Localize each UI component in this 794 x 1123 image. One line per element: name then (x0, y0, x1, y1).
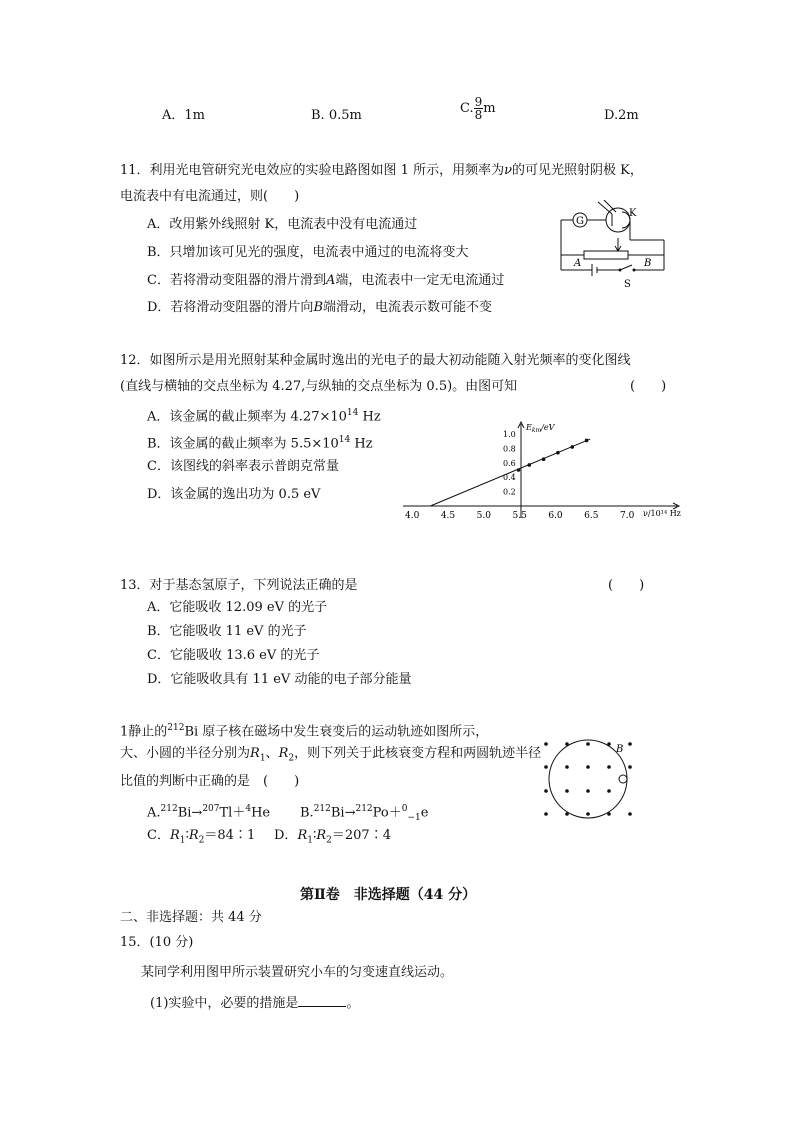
q11-option-c-text2: 端，电流表中一定无电流通过 (335, 273, 505, 288)
q12-option-b-unit: Hz (350, 436, 373, 452)
q14-option-d-s1: 1 (307, 835, 313, 846)
q14-option-b-sup1: 212 (313, 804, 331, 814)
q15-stem: 某同学利用图甲所示装置研究小车的匀变速直线运动。 (141, 965, 454, 980)
q14-stem-text: 1静止的 (120, 724, 168, 740)
field-dot (607, 812, 611, 816)
field-dot (628, 812, 632, 816)
data-point (570, 445, 574, 449)
x-tick-label: 4.5 (440, 511, 456, 521)
y-tick-label: 0.4 (503, 473, 516, 483)
label-a: A (574, 258, 582, 269)
q11-nu: ν (504, 163, 512, 178)
q15-part1 (150, 994, 359, 1014)
q14-option-a-sup1: 212 (160, 804, 178, 814)
q14-option-a-sup2: 207 (202, 804, 220, 814)
field-dot (565, 812, 569, 816)
x-tick-label: 5.5 (512, 511, 527, 521)
q14-option-d-s2: 2 (326, 835, 332, 846)
q13-option-b: B．它能吸收 11 eV 的光子 (147, 624, 307, 639)
field-dot (565, 789, 569, 793)
field-dot (544, 812, 548, 816)
q11-option-d-text2: 端滑动，电流表示数可能不变 (323, 300, 493, 315)
q14-stem-text2: Bi 原子核在磁场中发生衰变后的运动轨迹如图所示， (184, 724, 489, 740)
switch-contact (633, 269, 636, 272)
y-tick-label: 0.2 (503, 487, 516, 497)
q14-option-b-sup2: 212 (355, 804, 373, 814)
data-point (585, 439, 589, 443)
magnetic-field-diagram (536, 734, 644, 824)
x-tick-label: 7.0 (620, 511, 635, 521)
field-dot (565, 742, 569, 746)
answer-blank[interactable] (298, 994, 346, 1007)
q11-option-d-var: B (313, 300, 323, 315)
q13-option-a: A．它能吸收 12.09 eV 的光子 (147, 600, 328, 615)
q11-option-b: B．只增加该可见光的强度，电流表中通过的电流将变大 (147, 245, 469, 260)
q10-option-b: B. 0.5m (311, 108, 362, 123)
label-g: G (576, 216, 584, 227)
field-dot (628, 765, 632, 769)
q14-option-d-r1: R (297, 828, 308, 843)
fraction-numerator: 9 (474, 95, 483, 109)
q14-option-d (274, 826, 391, 851)
switch-contact (619, 269, 622, 272)
q10-option-c-prefix: C. (460, 101, 474, 116)
q10-option-c-unit: m (483, 101, 496, 116)
q14-option-a (147, 799, 270, 823)
q12-option-a-unit: Hz (358, 409, 381, 425)
q12-option-b (147, 430, 373, 454)
part2-subtitle: 二、非选择题：共 44 分 (120, 910, 262, 925)
q14-stem-line1 (120, 718, 488, 742)
field-dot (586, 789, 590, 793)
q11-stem-text2: 的可见光照射阴极 K， (511, 163, 643, 178)
q14-option-c-val: ＝84∶1 (204, 828, 256, 843)
q14-option-c (147, 826, 255, 851)
q11-stem-line1 (120, 161, 643, 181)
q13-answer-paren: ( ) (608, 578, 645, 593)
field-dot (586, 812, 590, 816)
label-s: S (624, 279, 631, 290)
y-tick-label: 1.0 (503, 430, 516, 439)
q14-bi-mass-number: 212 (167, 723, 185, 733)
x-tick-label: 6.5 (584, 511, 599, 521)
q14-r1: R (250, 746, 260, 761)
field-dot (607, 789, 611, 793)
q14-option-c-r2: R (188, 828, 199, 843)
q11-option-a: A．改用紫外线照射 K，电流表中没有电流通过 (147, 217, 418, 232)
q11-stem-text: 11．利用光电管研究光电效应的实验电路图如图 1 所示，用频率为 (120, 163, 505, 178)
field-dot (586, 765, 590, 769)
part2-title: 第Ⅱ卷 非选择题（44 分） (300, 887, 477, 903)
q10-option-c (460, 96, 496, 121)
q12-option-a (147, 403, 381, 427)
x-tick-label: 4.0 (405, 511, 420, 521)
q14-stem-text3: 大、小圆的半径分别为 (120, 746, 251, 761)
q14-option-b-eq3: e (420, 805, 429, 821)
q14-option-b-sub3: −1 (407, 812, 421, 823)
field-label-b: B (616, 744, 624, 755)
q14-option-a-label: A. (147, 805, 161, 821)
x-tick-label: 5.0 (476, 511, 491, 521)
chart-ylabel: $E_{km}/eV$ (526, 423, 555, 434)
q10-option-d: D.2m (604, 108, 639, 123)
q14-option-b-eq: Bi→ (330, 805, 356, 821)
q14-option-b-sup3: 0 (401, 804, 408, 814)
q13-stem: 13．对于基态氢原子，下列说法正确的是 (120, 578, 358, 593)
q11-option-c-text: C．若将滑动变阻器的滑片滑到 (147, 273, 326, 288)
q14-r2: R (278, 746, 289, 761)
y-tick-label: 0.8 (503, 444, 516, 454)
q14-option-c-colon: ∶ (185, 828, 189, 843)
q10-option-a: A．1m (162, 108, 205, 123)
q14-r1-sub: 1 (259, 753, 266, 764)
data-point (556, 451, 560, 455)
data-point (527, 463, 531, 467)
field-dot (607, 742, 611, 746)
data-point (517, 468, 521, 472)
label-b: B (644, 258, 652, 269)
q11-stem-line2: 电流表中有电流通过，则( ) (120, 189, 300, 204)
fraction-9-8 (474, 96, 484, 121)
q14-stem-line3: 比值的判断中正确的是 ( ) (120, 774, 300, 789)
q12-option-c: C．该图线的斜率表示普朗克常量 (147, 459, 339, 474)
circuit-diagram (556, 200, 668, 292)
q12-option-b-exponent: 14 (338, 435, 351, 445)
q14-option-b (300, 799, 428, 828)
q14-option-b-eq2: Po＋ (372, 805, 402, 821)
label-k: K (629, 208, 637, 219)
q12-stem-line2: (直线与横轴的交点坐标为 4.27,与纵轴的交点坐标为 0.5)。由图可知 (120, 379, 518, 394)
q14-option-d-colon: ∶ (312, 828, 317, 843)
q14-option-c-label: C． (147, 828, 170, 843)
q11-option-c (147, 271, 504, 291)
data-point (542, 457, 546, 461)
q14-sep: 、 (265, 746, 279, 761)
q14-option-d-r2: R (316, 828, 327, 843)
field-dot (607, 765, 611, 769)
q12-option-d: D．该金属的逸出功为 0.5 eV (147, 487, 321, 502)
q14-stem-line2 (120, 744, 541, 769)
q14-option-a-eq3: He (251, 805, 271, 821)
field-dot (544, 742, 548, 746)
field-dot (544, 765, 548, 769)
q15-part1-end: 。 (346, 996, 360, 1011)
q12-option-a-text: A．该金属的截止频率为 4.27×10 (147, 409, 347, 425)
q14-option-c-s2: 2 (198, 835, 205, 846)
small-circle-track (619, 775, 627, 783)
q14-option-b-label: B. (300, 805, 314, 821)
q14-option-a-eq2: Tl＋ (219, 805, 246, 821)
q14-r2-sub: 2 (288, 753, 295, 764)
q12-option-b-text: B．该金属的截止频率为 5.5×10 (147, 436, 339, 452)
chart-xlabel: ν/10¹⁴ Hz (643, 509, 681, 518)
q14-option-a-eq: Bi→ (177, 805, 203, 821)
q15-part1-text: (1)实验中，必要的措施是 (150, 996, 299, 1011)
q11-option-d (147, 298, 492, 318)
q12-stem-line1: 12．如图所示是用光照射某种金属时逸出的光电子的最大初动能随入射光频率的变化图线 (120, 353, 631, 368)
q13-option-c: C．它能吸收 13.6 eV 的光子 (147, 648, 320, 663)
q13-option-d: D．它能吸收具有 11 eV 动能的电子部分能量 (147, 672, 412, 687)
field-dot (586, 742, 590, 746)
y-tick-label: 0.6 (503, 458, 516, 468)
q11-option-c-var: A (325, 273, 336, 288)
q15-header: 15．(10 分) (120, 935, 194, 950)
field-dot (628, 742, 632, 746)
field-dot (565, 765, 569, 769)
q12-option-a-exponent: 14 (346, 408, 359, 418)
field-dot (544, 789, 548, 793)
q11-option-d-text: D．若将滑动变阻器的滑片向 (147, 300, 314, 315)
ek-frequency-chart (395, 418, 695, 528)
q14-option-d-val: ＝207∶4 (331, 828, 391, 843)
x-tick-label: 6.0 (548, 511, 563, 521)
q14-option-d-label: D． (274, 828, 298, 843)
q14-option-a-sup3: 4 (245, 804, 252, 814)
fraction-denominator: 8 (474, 108, 483, 122)
q14-option-c-r1: R (169, 828, 180, 843)
q14-option-c-s1: 1 (179, 835, 186, 846)
q14-stem-text4: ，则下列关于此核衰变方程和两圆轨迹半径 (294, 746, 542, 761)
q12-answer-paren: ( ) (630, 379, 667, 394)
